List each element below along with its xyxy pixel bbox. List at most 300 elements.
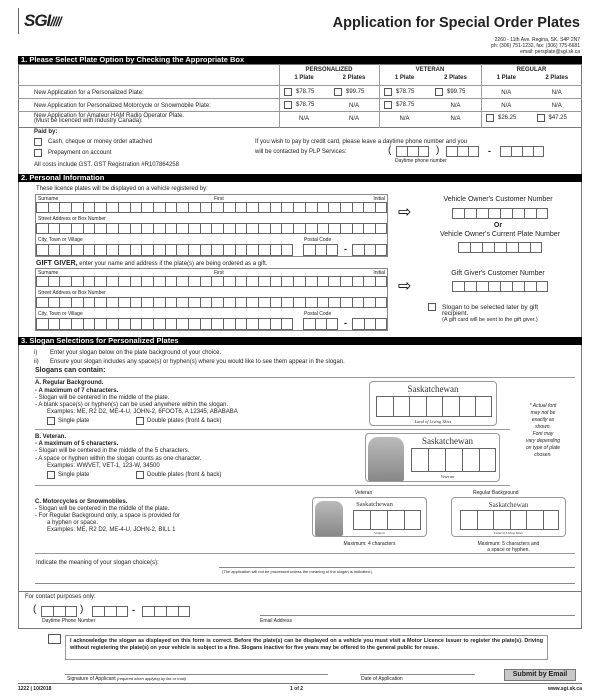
char-cell[interactable] — [235, 223, 247, 234]
char-cell[interactable] — [524, 208, 536, 219]
a-double-label: Double plates (front & back) — [147, 418, 222, 424]
char-cell[interactable] — [305, 297, 317, 308]
char-cell[interactable] — [48, 318, 60, 330]
char-cell[interactable] — [188, 276, 200, 287]
char-cell[interactable] — [352, 318, 364, 330]
char-cell[interactable] — [246, 244, 258, 256]
char-cell[interactable] — [118, 297, 130, 308]
char-cell[interactable] — [512, 281, 524, 292]
char-cell[interactable] — [211, 223, 223, 234]
char-cell[interactable] — [165, 297, 177, 308]
font-note-line: on type of plate — [525, 445, 561, 451]
char-cell[interactable] — [130, 318, 142, 330]
char-cell[interactable] — [59, 276, 71, 287]
char-cell[interactable] — [141, 297, 153, 308]
char-cell[interactable] — [188, 223, 200, 234]
date-input[interactable] — [360, 674, 475, 675]
postal-code-first-input[interactable] — [303, 318, 338, 330]
paid-by-label: Paid by: — [34, 129, 58, 135]
char-cell[interactable] — [106, 297, 118, 308]
char-cell[interactable] — [130, 202, 142, 213]
city-input[interactable] — [36, 244, 293, 256]
char-cell[interactable] — [317, 202, 329, 213]
char-cell[interactable] — [141, 318, 153, 330]
char-cell[interactable] — [65, 606, 77, 617]
plate-province: Saskatchewan — [407, 384, 459, 394]
char-cell[interactable] — [36, 318, 48, 330]
char-cell[interactable] — [48, 297, 60, 308]
slogan-c-veteran-input[interactable] — [353, 510, 421, 530]
char-cell[interactable] — [246, 297, 258, 308]
char-cell[interactable] — [48, 202, 60, 213]
char-cell[interactable] — [153, 318, 165, 330]
char-cell[interactable] — [200, 297, 212, 308]
char-cell[interactable] — [270, 202, 282, 213]
char-cell[interactable] — [71, 318, 83, 330]
char-cell[interactable] — [53, 606, 65, 617]
cash-checkbox[interactable] — [34, 138, 42, 146]
char-cell[interactable] — [270, 244, 282, 256]
char-cell[interactable] — [246, 276, 258, 287]
char-cell[interactable] — [468, 146, 479, 157]
slogan-b-input[interactable] — [411, 448, 496, 472]
char-cell[interactable] — [328, 223, 340, 234]
char-cell[interactable] — [500, 146, 511, 157]
char-cell[interactable] — [464, 281, 476, 292]
char-cell[interactable] — [305, 276, 317, 287]
char-cell[interactable] — [479, 448, 496, 472]
slogan-later-checkbox[interactable] — [428, 303, 436, 311]
char-cell[interactable] — [418, 146, 429, 157]
char-cell[interactable] — [258, 223, 270, 234]
char-cell[interactable] — [270, 223, 282, 234]
slogan-later-label: Slogan to be selected later by gift — [442, 304, 539, 311]
char-cell[interactable] — [165, 244, 177, 256]
char-cell[interactable] — [59, 318, 71, 330]
char-cell[interactable] — [363, 297, 375, 308]
char-cell[interactable] — [518, 242, 530, 253]
char-cell[interactable] — [426, 396, 443, 417]
cc-phone-prefix-input[interactable] — [446, 146, 479, 157]
char-cell[interactable] — [305, 202, 317, 213]
char-cell[interactable] — [488, 281, 500, 292]
char-cell[interactable] — [223, 276, 235, 287]
char-cell[interactable] — [176, 276, 188, 287]
char-cell[interactable] — [500, 208, 512, 219]
char-cell[interactable] — [536, 281, 548, 292]
char-cell[interactable] — [543, 510, 560, 530]
char-cell[interactable] — [281, 318, 293, 330]
char-cell[interactable] — [59, 202, 71, 213]
char-cell[interactable] — [281, 276, 293, 287]
char-cell[interactable] — [281, 223, 293, 234]
char-cell[interactable] — [364, 318, 376, 330]
char-cell[interactable] — [165, 276, 177, 287]
char-cell[interactable] — [211, 276, 223, 287]
char-cell[interactable] — [303, 318, 315, 330]
char-cell[interactable] — [59, 223, 71, 234]
char-cell[interactable] — [370, 510, 387, 530]
char-cell[interactable] — [363, 276, 375, 287]
slogan-c-regular-input[interactable] — [460, 510, 559, 530]
char-cell[interactable] — [375, 223, 387, 234]
char-cell[interactable] — [200, 223, 212, 234]
a-single-checkbox[interactable] — [47, 417, 55, 425]
char-cell[interactable] — [83, 223, 95, 234]
char-cell[interactable] — [281, 297, 293, 308]
char-cell[interactable] — [118, 223, 130, 234]
char-cell[interactable] — [188, 318, 200, 330]
char-cell[interactable] — [36, 202, 48, 213]
char-cell[interactable] — [445, 448, 462, 472]
signature-label: Signature of Applicant (required when applying by fax or mail) — [67, 676, 186, 682]
char-cell[interactable] — [258, 318, 270, 330]
char-cell[interactable] — [352, 223, 364, 234]
acknowledge-checkbox[interactable] — [48, 634, 61, 644]
char-cell[interactable] — [258, 297, 270, 308]
submit-email-button[interactable]: Submit by Email — [504, 669, 576, 681]
char-cell[interactable] — [475, 396, 492, 417]
char-cell[interactable] — [511, 146, 522, 157]
char-cell[interactable] — [477, 510, 494, 530]
char-cell[interactable] — [428, 448, 445, 472]
char-cell[interactable] — [83, 202, 95, 213]
char-cell[interactable] — [106, 318, 118, 330]
char-cell[interactable] — [200, 244, 212, 256]
char-cell[interactable] — [211, 297, 223, 308]
char-cell[interactable] — [235, 244, 247, 256]
char-cell[interactable] — [353, 510, 370, 530]
owner-customer-number-input[interactable] — [452, 208, 548, 219]
char-cell[interactable] — [235, 318, 247, 330]
char-cell[interactable] — [328, 297, 340, 308]
char-cell[interactable] — [176, 244, 188, 256]
char-cell[interactable] — [293, 223, 305, 234]
char-cell[interactable] — [176, 202, 188, 213]
signature-input[interactable] — [65, 674, 328, 675]
char-cell[interactable] — [375, 202, 387, 213]
contact-phone-prefix-input[interactable] — [92, 606, 128, 617]
char-cell[interactable] — [442, 396, 459, 417]
owner-plate-number-input[interactable] — [458, 242, 542, 253]
plate-option-checkbox[interactable] — [537, 114, 545, 122]
slogan-meaning-input[interactable] — [219, 567, 575, 568]
char-cell[interactable] — [522, 146, 533, 157]
street-address-input[interactable] — [36, 223, 387, 234]
char-cell[interactable] — [506, 242, 518, 253]
field-label: First — [214, 196, 224, 202]
char-cell[interactable] — [223, 223, 235, 234]
char-cell[interactable] — [375, 276, 387, 287]
char-cell[interactable] — [94, 244, 106, 256]
prepay-checkbox[interactable] — [34, 149, 42, 157]
char-cell[interactable] — [118, 202, 130, 213]
char-cell[interactable] — [178, 606, 190, 617]
char-cell[interactable] — [303, 244, 315, 256]
char-cell[interactable] — [223, 244, 235, 256]
email-input[interactable] — [260, 615, 575, 616]
char-cell[interactable] — [524, 281, 536, 292]
char-cell[interactable] — [363, 202, 375, 213]
char-cell[interactable] — [293, 276, 305, 287]
plate-option-checkbox[interactable] — [284, 101, 292, 109]
char-cell[interactable] — [352, 202, 364, 213]
char-cell[interactable] — [328, 276, 340, 287]
char-cell[interactable] — [130, 276, 142, 287]
char-cell[interactable] — [188, 202, 200, 213]
char-cell[interactable] — [315, 318, 327, 330]
char-cell[interactable] — [317, 276, 329, 287]
contact-phone-area-input[interactable] — [41, 606, 77, 617]
char-cell[interactable] — [533, 146, 544, 157]
char-cell[interactable] — [270, 318, 282, 330]
char-cell[interactable] — [153, 223, 165, 234]
contact-phone-line-input[interactable] — [142, 606, 190, 617]
char-cell[interactable] — [153, 244, 165, 256]
char-cell[interactable] — [188, 297, 200, 308]
plate-option-checkbox[interactable] — [334, 88, 342, 96]
plate-motto: Land of Living Skies — [494, 531, 523, 535]
surname-first-initial-input[interactable] — [36, 276, 387, 287]
char-cell[interactable] — [118, 276, 130, 287]
char-cell[interactable] — [246, 223, 258, 234]
char-cell[interactable] — [176, 318, 188, 330]
postal-code-last-input[interactable] — [352, 318, 387, 330]
char-cell[interactable] — [476, 281, 488, 292]
char-cell[interactable] — [530, 242, 542, 253]
char-cell[interactable] — [200, 202, 212, 213]
char-cell[interactable] — [317, 223, 329, 234]
char-cell[interactable] — [235, 202, 247, 213]
column-group-header: REGULAR — [516, 67, 547, 73]
char-cell[interactable] — [407, 146, 418, 157]
char-cell[interactable] — [482, 242, 494, 253]
char-cell[interactable] — [340, 276, 352, 287]
char-cell[interactable] — [188, 244, 200, 256]
char-cell[interactable] — [71, 244, 83, 256]
char-cell[interactable] — [36, 297, 48, 308]
char-cell[interactable] — [130, 297, 142, 308]
b-double-label: Double plates (front & back) — [147, 472, 222, 478]
postal-code-first-input[interactable] — [303, 244, 338, 256]
char-cell[interactable] — [176, 223, 188, 234]
char-cell[interactable] — [48, 223, 60, 234]
char-cell[interactable] — [376, 396, 393, 417]
char-cell[interactable] — [36, 244, 48, 256]
char-cell[interactable] — [48, 276, 60, 287]
char-cell[interactable] — [352, 297, 364, 308]
char-cell[interactable] — [500, 281, 512, 292]
postal-code-last-input[interactable] — [352, 244, 387, 256]
char-cell[interactable] — [166, 606, 178, 617]
char-cell[interactable] — [94, 276, 106, 287]
char-cell[interactable] — [409, 396, 426, 417]
char-cell[interactable] — [94, 223, 106, 234]
char-cell[interactable] — [305, 223, 317, 234]
char-cell[interactable] — [326, 244, 338, 256]
char-cell[interactable] — [118, 244, 130, 256]
char-cell[interactable] — [464, 208, 476, 219]
char-cell[interactable] — [106, 276, 118, 287]
surname-first-initial-input[interactable] — [36, 202, 387, 213]
plate-option-checkbox[interactable] — [284, 88, 292, 96]
char-cell[interactable] — [223, 202, 235, 213]
char-cell[interactable] — [396, 146, 407, 157]
char-cell[interactable] — [293, 297, 305, 308]
char-cell[interactable] — [106, 244, 118, 256]
price-na: N/A — [450, 103, 461, 109]
char-cell[interactable] — [92, 606, 104, 617]
char-cell[interactable] — [411, 448, 428, 472]
char-cell[interactable] — [165, 223, 177, 234]
char-cell[interactable] — [315, 244, 327, 256]
char-cell[interactable] — [458, 242, 470, 253]
char-cell[interactable] — [340, 202, 352, 213]
char-cell[interactable] — [200, 318, 212, 330]
char-cell[interactable] — [526, 510, 543, 530]
char-cell[interactable] — [340, 297, 352, 308]
char-cell[interactable] — [340, 223, 352, 234]
char-cell[interactable] — [375, 318, 387, 330]
char-cell[interactable] — [470, 242, 482, 253]
plate-option-checkbox[interactable] — [486, 114, 494, 122]
char-cell[interactable] — [211, 318, 223, 330]
char-cell[interactable] — [104, 606, 116, 617]
char-cell[interactable] — [211, 202, 223, 213]
char-cell[interactable] — [106, 223, 118, 234]
char-cell[interactable] — [59, 244, 71, 256]
char-cell[interactable] — [452, 281, 464, 292]
char-cell[interactable] — [94, 318, 106, 330]
char-cell[interactable] — [462, 448, 479, 472]
b-double-checkbox[interactable] — [136, 471, 144, 479]
char-cell[interactable] — [258, 276, 270, 287]
char-cell[interactable] — [141, 223, 153, 234]
char-cell[interactable] — [457, 146, 468, 157]
char-cell[interactable] — [258, 202, 270, 213]
char-cell[interactable] — [48, 244, 60, 256]
char-cell[interactable] — [363, 223, 375, 234]
b-single-checkbox[interactable] — [47, 471, 55, 479]
char-cell[interactable] — [293, 202, 305, 213]
char-cell[interactable] — [41, 606, 53, 617]
a-double-checkbox[interactable] — [136, 417, 144, 425]
char-cell[interactable] — [488, 208, 500, 219]
char-cell[interactable] — [404, 510, 421, 530]
char-cell[interactable] — [165, 318, 177, 330]
char-cell[interactable] — [387, 510, 404, 530]
plate-option-checkbox[interactable] — [435, 88, 443, 96]
char-cell[interactable] — [328, 202, 340, 213]
char-cell[interactable] — [476, 208, 488, 219]
char-cell[interactable] — [393, 396, 410, 417]
char-cell[interactable] — [235, 297, 247, 308]
char-cell[interactable] — [223, 297, 235, 308]
slogan-meaning-input-2[interactable] — [35, 583, 575, 584]
slogan-a-input[interactable] — [376, 396, 492, 417]
char-cell[interactable] — [493, 510, 510, 530]
website-link[interactable]: www.sgi.sk.ca — [548, 686, 582, 692]
char-cell[interactable] — [326, 318, 338, 330]
char-cell[interactable] — [510, 510, 527, 530]
char-cell[interactable] — [71, 223, 83, 234]
char-cell[interactable] — [141, 276, 153, 287]
char-cell[interactable] — [352, 244, 364, 256]
char-cell[interactable] — [223, 318, 235, 330]
gift-customer-number-input[interactable] — [452, 281, 548, 292]
char-cell[interactable] — [165, 202, 177, 213]
char-cell[interactable] — [512, 208, 524, 219]
char-cell[interactable] — [452, 208, 464, 219]
char-cell[interactable] — [154, 606, 166, 617]
char-cell[interactable] — [494, 242, 506, 253]
char-cell[interactable] — [71, 297, 83, 308]
city-input[interactable] — [36, 318, 293, 330]
char-cell[interactable] — [36, 276, 48, 287]
char-cell[interactable] — [142, 606, 154, 617]
char-cell[interactable] — [59, 297, 71, 308]
char-cell[interactable] — [153, 297, 165, 308]
char-cell[interactable] — [281, 244, 293, 256]
char-cell[interactable] — [246, 318, 258, 330]
field-label: City, Town or Village — [38, 237, 83, 243]
char-cell[interactable] — [375, 244, 387, 256]
char-cell[interactable] — [94, 297, 106, 308]
char-cell[interactable] — [317, 297, 329, 308]
char-cell[interactable] — [83, 318, 95, 330]
char-cell[interactable] — [141, 244, 153, 256]
char-cell[interactable] — [235, 276, 247, 287]
plate-option-checkbox[interactable] — [384, 101, 392, 109]
char-cell[interactable] — [36, 223, 48, 234]
cc-phone-line-input[interactable] — [500, 146, 544, 157]
char-cell[interactable] — [200, 276, 212, 287]
char-cell[interactable] — [364, 244, 376, 256]
char-cell[interactable] — [270, 297, 282, 308]
char-cell[interactable] — [246, 202, 258, 213]
char-cell[interactable] — [71, 276, 83, 287]
char-cell[interactable] — [71, 202, 83, 213]
char-cell[interactable] — [375, 297, 387, 308]
char-cell[interactable] — [130, 244, 142, 256]
char-cell[interactable] — [281, 202, 293, 213]
char-cell[interactable] — [352, 276, 364, 287]
char-cell[interactable] — [153, 276, 165, 287]
char-cell[interactable] — [83, 276, 95, 287]
char-cell[interactable] — [459, 396, 476, 417]
char-cell[interactable] — [116, 606, 128, 617]
street-address-input[interactable] — [36, 297, 387, 308]
char-cell[interactable] — [270, 276, 282, 287]
cc-phone-area-input[interactable] — [396, 146, 429, 157]
char-cell[interactable] — [83, 297, 95, 308]
char-cell[interactable] — [446, 146, 457, 157]
char-cell[interactable] — [460, 510, 477, 530]
char-cell[interactable] — [153, 202, 165, 213]
char-cell[interactable] — [118, 318, 130, 330]
char-cell[interactable] — [83, 244, 95, 256]
char-cell[interactable] — [94, 202, 106, 213]
char-cell[interactable] — [141, 202, 153, 213]
char-cell[interactable] — [536, 208, 548, 219]
char-cell[interactable] — [258, 244, 270, 256]
char-cell[interactable] — [106, 202, 118, 213]
char-cell[interactable] — [211, 244, 223, 256]
plate-option-checkbox[interactable] — [384, 88, 392, 96]
char-cell[interactable] — [130, 223, 142, 234]
slogans-can-contain: Slogans can contain: — [35, 367, 106, 374]
char-cell[interactable] — [176, 297, 188, 308]
